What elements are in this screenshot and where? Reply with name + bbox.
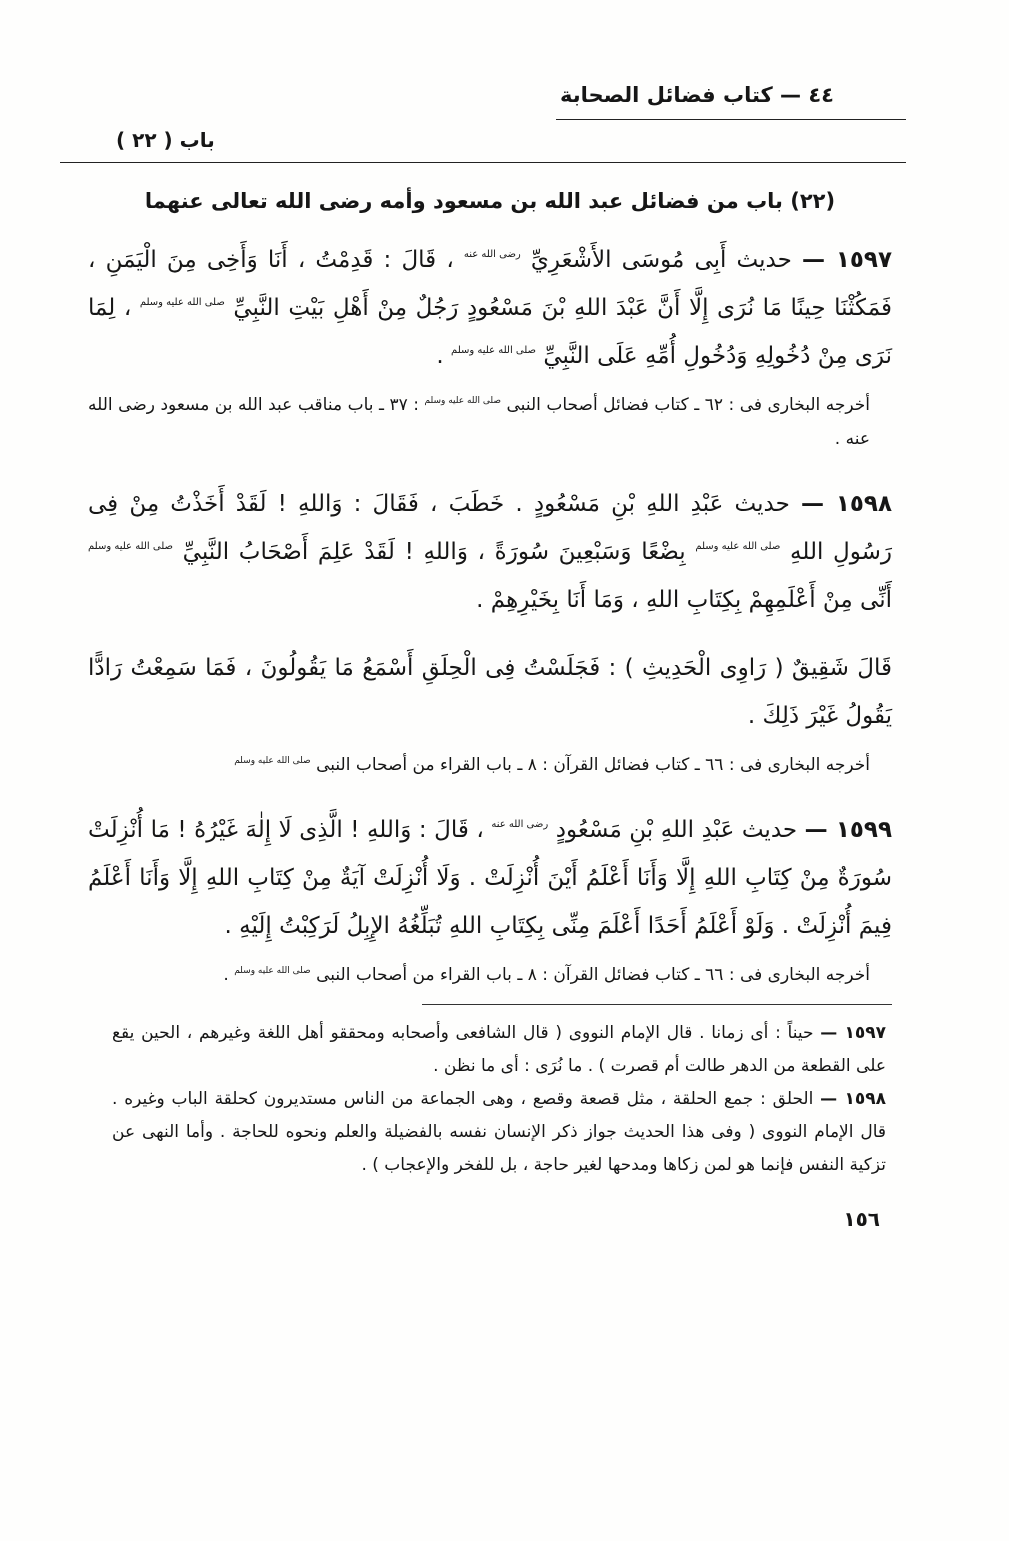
hadith-1599-source: [88, 958, 892, 992]
companion-honorific: رضى الله عنه: [463, 249, 521, 260]
hadith-text: ، لِمَا نَرَى مِنْ دُخُولِهِ وَدُخُولِ أُمِّهِ عَلَى النَّبِيِّ: [88, 295, 892, 369]
hadith-text: حديث أَبِى مُوسَى الأَشْعَرِيِّ: [530, 247, 792, 273]
hadith-text: حديث عَبْدِ اللهِ بْنِ مَسْعُودٍ . خَطَبَ ، فَقَالَ : وَاللهِ ! لَقَدْ أَخَذْتُ مِنْ فِى رَسُولِ اللهِ: [88, 491, 892, 565]
hadith-1597-source: [88, 388, 892, 456]
prophet-honorific: صلى الله عليه وسلم: [695, 541, 781, 552]
source-text: .: [223, 965, 229, 985]
footnote-number: ١٥٩٨ —: [820, 1089, 886, 1109]
hadith-text: ، قَالَ : قَدِمْتُ ، أَنَا وَأَخِى مِنَ الْيَمَنِ ، فَمَكُثْنَا حِينًا مَا نُرَى إِلَّا أَنَّ عَبْدَ اللهِ بْنَ مَسْعُودٍ رَجُلٌ مِنْ أَهْلِ بَيْتِ النَّبِيِّ: [88, 247, 893, 321]
hadith-text: حديث عَبْدِ اللهِ بْنِ مَسْعُودٍ: [555, 817, 798, 843]
footnote-1598: [88, 1083, 892, 1182]
source-text: : ٣٧ ـ باب مناقب عبد الله بن مسعود رضى الله عنه .: [88, 395, 870, 449]
source-text: أخرجه البخارى فى : ٦٢ ـ كتاب فضائل أصحاب النبى: [506, 395, 870, 415]
prophet-honorific: صلى الله عليه وسلم: [424, 396, 501, 406]
footnote-text: حيناً : أى زمانا . قال الإمام النووى ( قال الشافعى وأصحابه ومحققو أهل اللغة وغيرهم ، الحين يقع على القطعة من الدهر طالت أم قصرت ) . ما نُرَى : أى ما نظن .: [112, 1023, 886, 1076]
source-text: أخرجه البخارى فى : ٦٦ ـ كتاب فضائل القرآن : ٨ ـ باب القراء من أصحاب النبى: [316, 965, 870, 985]
hadith-number: ١٥٩٨ —: [801, 491, 893, 517]
hadith-1598: [88, 480, 892, 624]
chapter-title: (٢٢) باب من فضائل عبد الله بن مسعود وأمه رضى الله تعالى عنهما: [144, 189, 836, 213]
hadith-text: .: [436, 343, 444, 369]
footnote-1597: [88, 1017, 892, 1083]
hadith-1597: [88, 236, 892, 380]
chapter-reference: باب ( ٢٢ ): [116, 128, 215, 152]
header-rule: [60, 162, 906, 163]
running-head: [556, 74, 906, 120]
hadith-number: ١٥٩٧ —: [802, 247, 893, 273]
hadith-number: ١٥٩٩ —: [804, 817, 892, 843]
hadith-1599: [88, 806, 892, 950]
page-number: ١٥٦: [843, 1207, 880, 1231]
prophet-honorific: صلى الله عليه وسلم: [139, 297, 225, 308]
prophet-honorific: صلى الله عليه وسلم: [451, 345, 537, 356]
footnote-number: ١٥٩٧ —: [820, 1023, 887, 1043]
narrator-note: قَالَ شَقِيقٌ ( رَاوِى الْحَدِيثِ ) : فَجَلَسْتُ فِى الْحِلَقِ أَسْمَعُ مَا يَقُولُونَ ، فَمَا سَمِعْتُ رَادًّا يَقُولُ غَيْرَ ذَلِكَ .: [88, 655, 892, 729]
prophet-honorific: صلى الله عليه وسلم: [234, 756, 311, 766]
page-body: [88, 176, 892, 1236]
hadith-text: بِضْعًا وَسَبْعِينَ سُورَةً ، وَاللهِ ! لَقَدْ عَلِمَ أَصْحَابُ النَّبِيِّ: [182, 539, 686, 565]
prophet-honorific: صلى الله عليه وسلم: [234, 966, 311, 976]
footnote-separator: [422, 1004, 892, 1005]
companion-honorific: رضى الله عنه: [491, 819, 549, 830]
source-text: أخرجه البخارى فى : ٦٦ ـ كتاب فضائل القرآن : ٨ ـ باب القراء من أصحاب النبى: [316, 755, 870, 775]
hadith-text: ، قَالَ : وَاللهِ ! الَّذِى لَا إِلٰهَ غَيْرُهُ ! مَا أُنْزِلَتْ سُورَةٌ مِنْ كِتَابِ اللهِ إِلَّا وَأَنَا أَعْلَمُ أَيْنَ أُنْزِلَتْ . وَلَا أُنْزِلَتْ آيَةٌ مِنْ كِتَابِ اللهِ إِلَّا وَأَنَا أَعْلَمُ فِيمَ أُنْزِلَتْ . وَلَوْ أَعْلَمُ أَحَدًا أَعْلَمَ مِنِّى بِكِتَابِ اللهِ تُبَلِّغُهُ الإِبِلُ لَرَكِبْتُ إِلَيْهِ .: [88, 817, 892, 939]
prophet-honorific: صلى الله عليه وسلم: [88, 541, 173, 552]
hadith-text: أَنِّى مِنْ أَعْلَمِهِمْ بِكِتَابِ اللهِ ، وَمَا أَنَا بِخَيْرِهِمْ .: [476, 587, 892, 613]
footnote-text: الحلق : جمع الحلقة ، مثل قصعة وقصع ، وهى الجماعة من الناس مستديرون كحلقة الباب وغيره . قال الإمام النووى ( وفى هذا الحديث جواز ذكر الإنسان نفسه بالفضيلة والعلم ونحوه للحاجة . وأما النهى عن تزكية النفس فإنما هو لمن زكاها ومدحها لغير حاجة ، بل للفخر والإعجاب ) .: [112, 1089, 886, 1175]
hadith-1598-source: [88, 748, 892, 782]
book-title: ٤٤ — كتاب فضائل الصحابة: [559, 83, 834, 107]
